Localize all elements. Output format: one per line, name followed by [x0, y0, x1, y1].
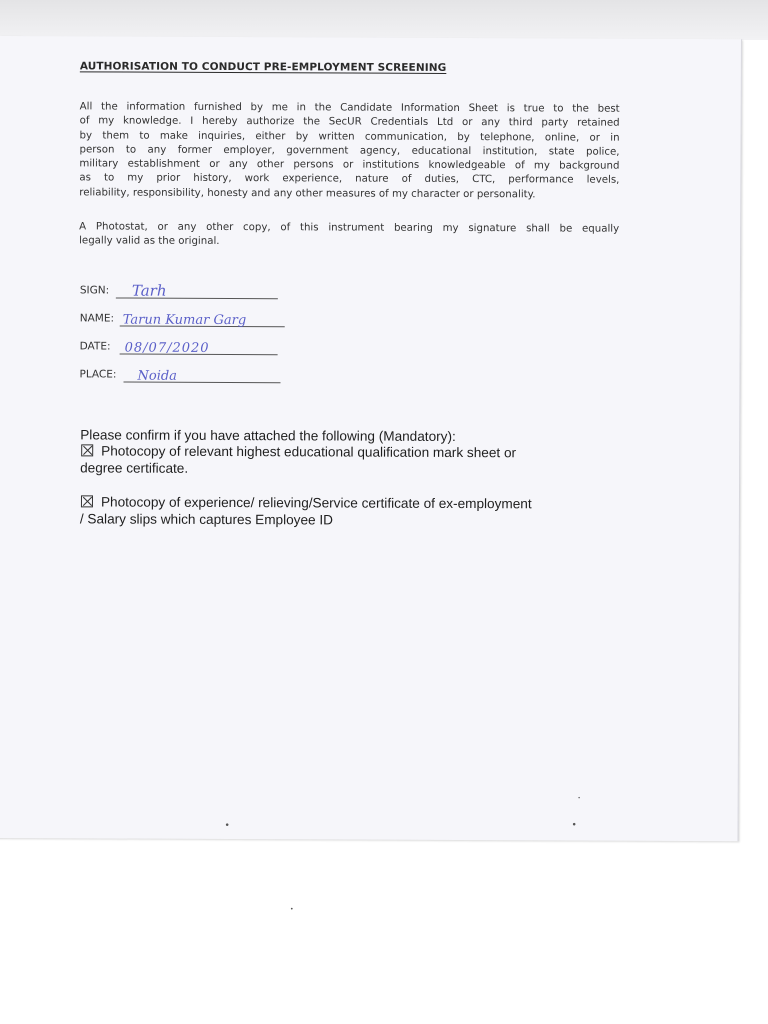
checked-box-icon — [81, 495, 93, 507]
scan-speck: • — [224, 820, 230, 832]
place-value: Noida — [137, 368, 177, 384]
date-value: 08/07/2020 — [124, 340, 210, 356]
checklist-item-text: Photocopy of relevant highest educational qualification mark sheet or — [101, 443, 517, 461]
name-label: NAME: — [79, 312, 115, 325]
date-label: DATE: — [79, 340, 111, 353]
paragraph-line: military establishment or any other persons or institutions knowledgeable of my background — [79, 158, 620, 172]
checked-box-icon — [81, 444, 93, 456]
paragraph-line: by them to make inquiries, either by written communication, by telephone, online, or in — [79, 129, 620, 144]
name-value: Tarun Kumar Garg — [122, 312, 247, 329]
paragraph-line: All the information furnished by me in the Candidate Information Sheet is true to the best — [79, 101, 620, 115]
document-heading: AUTHORISATION TO CONDUCT PRE-EMPLOYMENT SCREENING — [79, 60, 447, 74]
checklist-item-text: / Salary slips which captures Employee ID — [79, 511, 334, 528]
place-label: PLACE: — [79, 368, 117, 381]
paragraph-line: A Photostat, or any other copy, of this instrument bearing my signature shall be equally — [79, 221, 620, 235]
checklist-item-education — [80, 442, 640, 478]
sign-field — [80, 280, 290, 301]
photostat-paragraph — [79, 220, 619, 251]
sign-label: SIGN: — [79, 284, 110, 297]
paragraph-line: person to any former employer, government agency, educational institution, state police, — [79, 144, 620, 158]
paragraph-line: as to my prior history, work experience, nature of duties, CTC, performance levels, — [79, 172, 620, 187]
scan-speck: • — [290, 906, 294, 913]
paragraph-line: legally valid as the original. — [79, 235, 220, 248]
authorisation-paragraph — [79, 100, 619, 202]
checklist-item-text: degree certificate. — [80, 460, 189, 476]
checklist-item-text: Photocopy of experience/ relieving/Service certificate of ex-employment — [100, 494, 532, 512]
paragraph-line: of my knowledge. I hereby authorize the SecUR Credentials Ltd or any third party retained — [79, 115, 620, 130]
confirm-title: Please confirm if you have attached the following (Mandatory): — [80, 427, 456, 444]
name-field — [80, 308, 300, 329]
place-field — [79, 364, 289, 385]
checklist-item-experience — [80, 493, 640, 529]
document-page — [0, 36, 742, 841]
scan-background — [0, 0, 768, 40]
scan-speck: • — [577, 795, 581, 802]
paragraph-line: reliability, responsibility, honesty and any other measures of my character or personality. — [79, 187, 536, 201]
signature-value: Tarh — [131, 281, 167, 300]
scan-speck: • — [571, 820, 577, 831]
date-field — [80, 336, 290, 357]
